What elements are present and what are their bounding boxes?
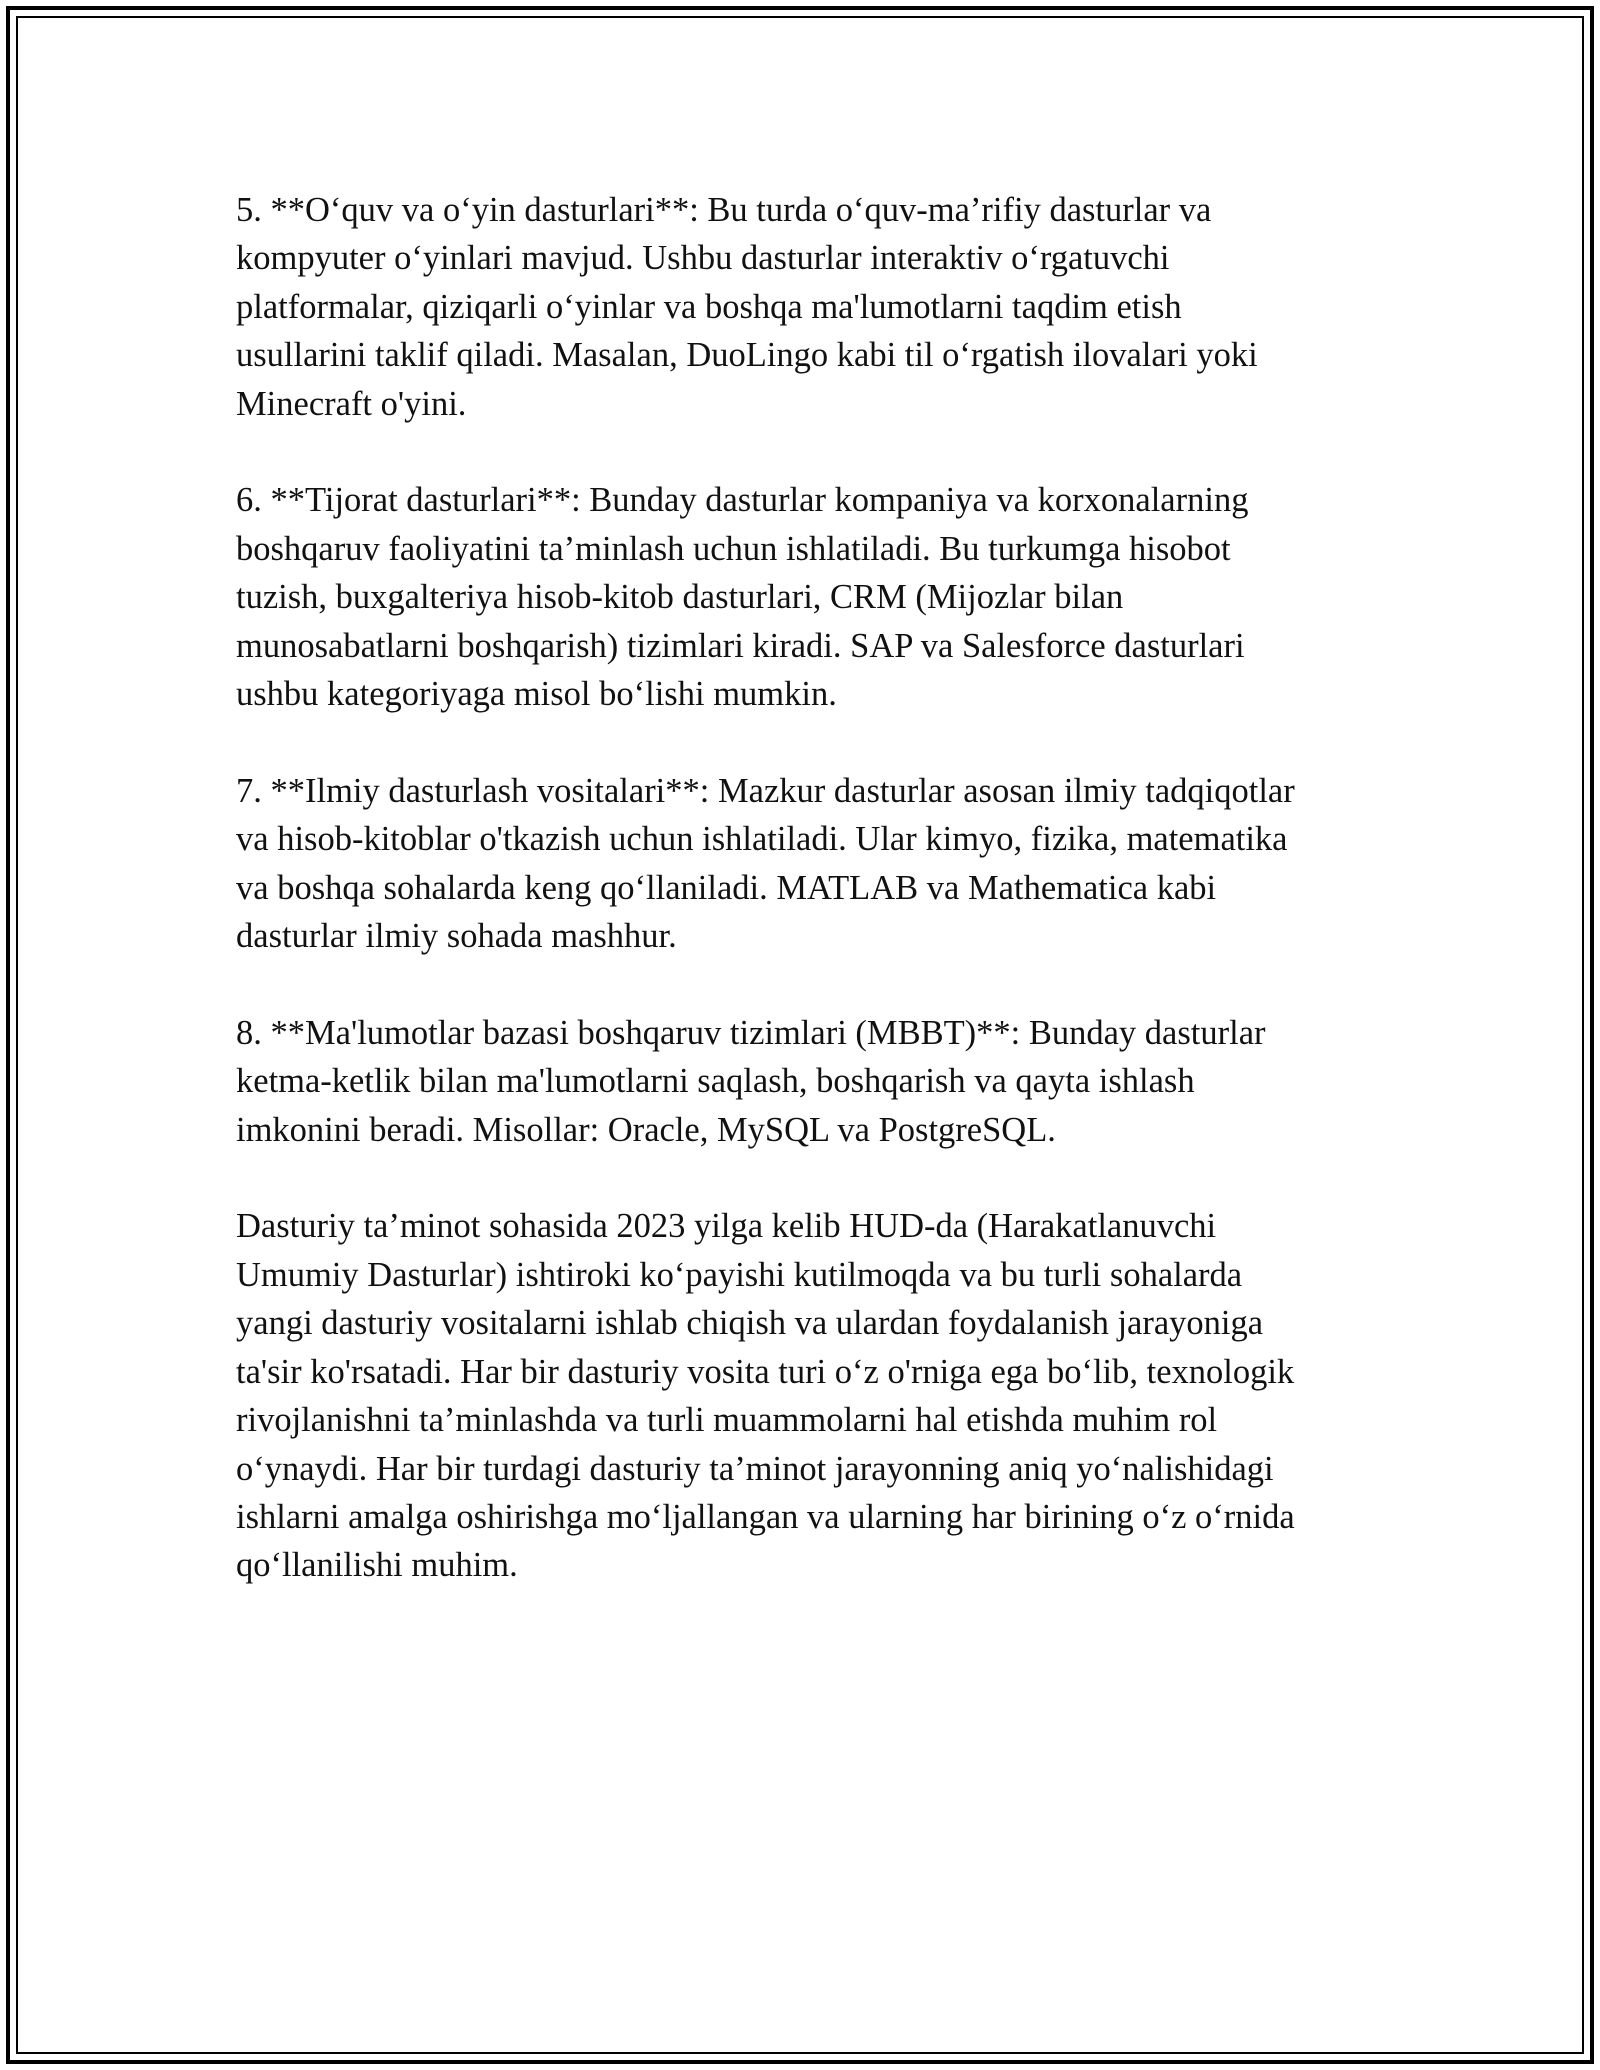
paragraph-scientific-tools (236, 767, 1386, 961)
text-line: yangi dasturiy vositalarni ishlab chiqish va ulardan foydalanish jarayoniga (236, 1304, 1264, 1343)
paragraph-educational-software (236, 186, 1386, 428)
text-line: imkonini beradi. Misollar: Oracle, MySQL va PostgreSQL. (236, 1110, 1056, 1149)
text-line: munosabatlarni boshqarish) tizimlari kiradi. SAP va Salesforce dasturlari (236, 626, 1245, 665)
text-line: boshqaruv faoliyatini ta’minlash uchun ishlatiladi. Bu turkumga hisobot (236, 529, 1231, 568)
text-line: ta'sir ko'rsatadi. Har bir dasturiy vosita turi o‘z o'rniga ega bo‘lib, texnologik (236, 1352, 1295, 1391)
text-line: ketma-ketlik bilan ma'lumotlarni saqlash, boshqarish va qayta ishlash (236, 1062, 1195, 1101)
text-line: Minecraft o'yini. (236, 384, 467, 423)
text-line: 8. **Ma'lumotlar bazasi boshqaruv tizimlari (MBBT)**: Bunday dasturlar (236, 1013, 1266, 1052)
text-line: ishlarni amalga oshirishga mo‘ljallangan va ularning har birining o‘z o‘rnida (236, 1497, 1295, 1536)
text-line: rivojlanishni ta’minlashda va turli muammolarni hal etishda muhim rol (236, 1401, 1218, 1440)
text-line: va boshqa sohalarda keng qo‘llaniladi. MATLAB va Mathematica kabi (236, 868, 1217, 907)
paragraph-database-systems (236, 1009, 1386, 1154)
text-line: tuzish, buxgalteriya hisob-kitob dasturlari, CRM (Mijozlar bilan (236, 578, 1124, 617)
text-line: qo‘llanilishi muhim. (236, 1546, 518, 1585)
text-line: usullarini taklif qiladi. Masalan, DuoLingo kabi til o‘rgatish ilovalari yoki (236, 336, 1258, 375)
text-line: va hisob-kitoblar o'tkazish uchun ishlatiladi. Ular kimyo, fizika, matematika (236, 820, 1288, 859)
paragraph-business-software (236, 476, 1386, 718)
text-line: ushbu kategoriyaga misol bo‘lishi mumkin. (236, 675, 837, 714)
text-line: kompyuter o‘yinlari mavjud. Ushbu dasturlar interaktiv o‘rgatuvchi (236, 239, 1170, 278)
document-body (236, 186, 1386, 1638)
text-line: 6. **Tijorat dasturlari**: Bunday dasturlar kompaniya va korxonalarning (236, 481, 1249, 520)
text-line: dasturlar ilmiy sohada mashhur. (236, 917, 677, 956)
text-line: Dasturiy ta’minot sohasida 2023 yilga kelib HUD-da (Harakatlanuvchi (236, 1207, 1217, 1246)
text-line: 5. **O‘quv va o‘yin dasturlari**: Bu turda o‘quv-ma’rifiy dasturlar va (236, 191, 1212, 229)
text-line: Umumiy Dasturlar) ishtiroki ko‘payishi kutilmoqda va bu turli sohalarda (236, 1255, 1243, 1294)
paragraph-conclusion (236, 1202, 1386, 1589)
text-line: o‘ynaydi. Har bir turdagi dasturiy ta’minot jarayonning aniq yo‘nalishidagi (236, 1449, 1274, 1488)
text-line: platformalar, qiziqarli o‘yinlar va boshqa ma'lumotlarni taqdim etish (236, 287, 1182, 326)
text-line: 7. **Ilmiy dasturlash vositalari**: Mazkur dasturlar asosan ilmiy tadqiqotlar (236, 771, 1295, 810)
